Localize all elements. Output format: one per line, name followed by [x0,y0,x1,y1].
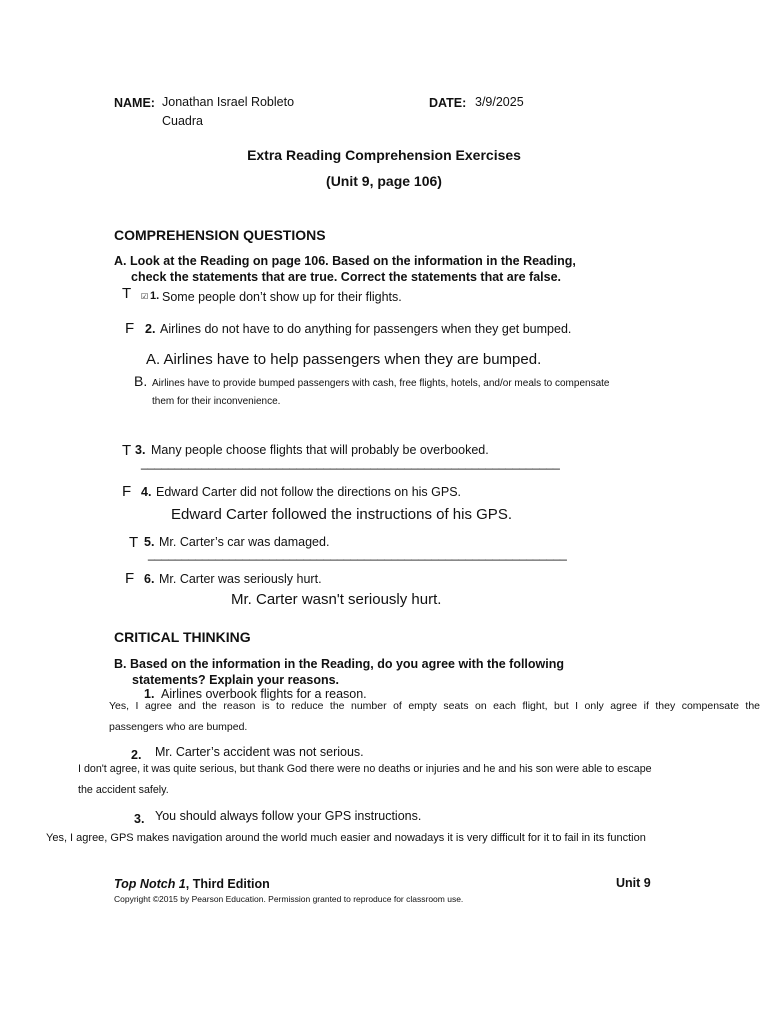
comprehension-instruction-line2: check the statements that are true. Correct the statements that are false. [131,270,562,284]
item-number: 2. [145,322,156,336]
critical-instruction-line2: statements? Explain your reasons. [132,673,340,687]
true-false-mark: T [129,534,139,551]
correction-answer-b-prefix: B. [134,373,148,389]
true-false-mark: F [125,320,135,337]
footer-copyright: Copyright ©2015 by Pearson Education. Permission granted to reproduce for classroom use. [114,894,464,904]
item-number: 6. [144,572,155,586]
opinion-answer-line1: I don't agree, it was quite serious, but thank God there were no deaths or injuries and he and his son were able to escape [78,763,652,775]
answer-line: ______________________________________________________________ [148,547,567,561]
item-number: 1. [150,290,160,302]
statement-text: Mr. Carter was seriously hurt. [159,572,322,586]
student-name-line1: Jonathan Israel Robleto [162,95,295,109]
true-false-mark: T [122,285,132,302]
correction-answer-b-line1: Airlines have to provide bumped passengers with cash, free flights, hotels, and/or meals to compensate [152,378,610,389]
true-false-mark: F [125,570,135,587]
item-number: 3. [135,443,146,457]
item-number: 4. [141,485,152,499]
true-false-mark: F [122,483,132,500]
critical-thinking-heading: CRITICAL THINKING [114,629,251,645]
footer-unit: Unit 9 [616,876,651,890]
comprehension-instruction-line1: A. Look at the Reading on page 106. Based on the information in the Reading, [114,254,576,268]
book-title: Top Notch 1 [114,877,186,891]
true-false-mark: T [122,442,132,459]
correction-answer: Edward Carter followed the instructions of his GPS. [171,506,512,523]
statement-text: Mr. Carter’s accident was not serious. [155,745,364,759]
date-value: 3/9/2025 [475,95,524,109]
critical-instruction-line1: B. Based on the information in the Reading, do you agree with the following [114,657,565,671]
statement-text: Airlines do not have to do anything for passengers when they get bumped. [160,322,572,336]
name-label: NAME: [114,96,155,110]
opinion-answer-line2: the accident safely. [78,784,169,796]
correction-answer-b-line2: them for their inconvenience. [152,396,281,407]
item-number: 2. [131,748,142,762]
answer-line: ______________________________________________________________ [141,456,560,470]
checkbox-icon: ☑ [141,292,149,301]
statement-text: Many people choose flights that will probably be overbooked. [151,443,489,457]
statement-text: Airlines overbook flights for a reason. [161,687,367,701]
book-edition: , Third Edition [185,877,270,891]
statement-text: Mr. Carter’s car was damaged. [159,535,330,549]
date-label: DATE: [429,96,467,110]
opinion-answer-line1: Yes, I agree and the reason is to reduce the number of empty seats on each flight, but I only agree if they compensate the [109,700,760,712]
correction-answer: Mr. Carter wasn't seriously hurt. [231,591,442,608]
page-subtitle: (Unit 9, page 106) [326,173,442,189]
item-number: 1. [144,687,155,701]
comprehension-heading: COMPREHENSION QUESTIONS [114,227,326,243]
page-title: Extra Reading Comprehension Exercises [247,147,521,163]
item-number: 3. [134,812,145,826]
opinion-answer-line2: passengers who are bumped. [109,721,248,733]
opinion-answer-line1: Yes, I agree, GPS makes navigation around the world much easier and nowadays it is very difficult for it to fail in its function [46,832,646,844]
item-number: 5. [144,535,155,549]
statement-text: Edward Carter did not follow the directions on his GPS. [156,485,462,499]
statement-text: You should always follow your GPS instructions. [155,809,422,823]
correction-answer-a: A. Airlines have to help passengers when they are bumped. [146,351,542,368]
student-name-line2: Cuadra [162,114,203,128]
statement-text: Some people don’t show up for their flights. [162,290,402,304]
footer-book-title [114,877,270,891]
